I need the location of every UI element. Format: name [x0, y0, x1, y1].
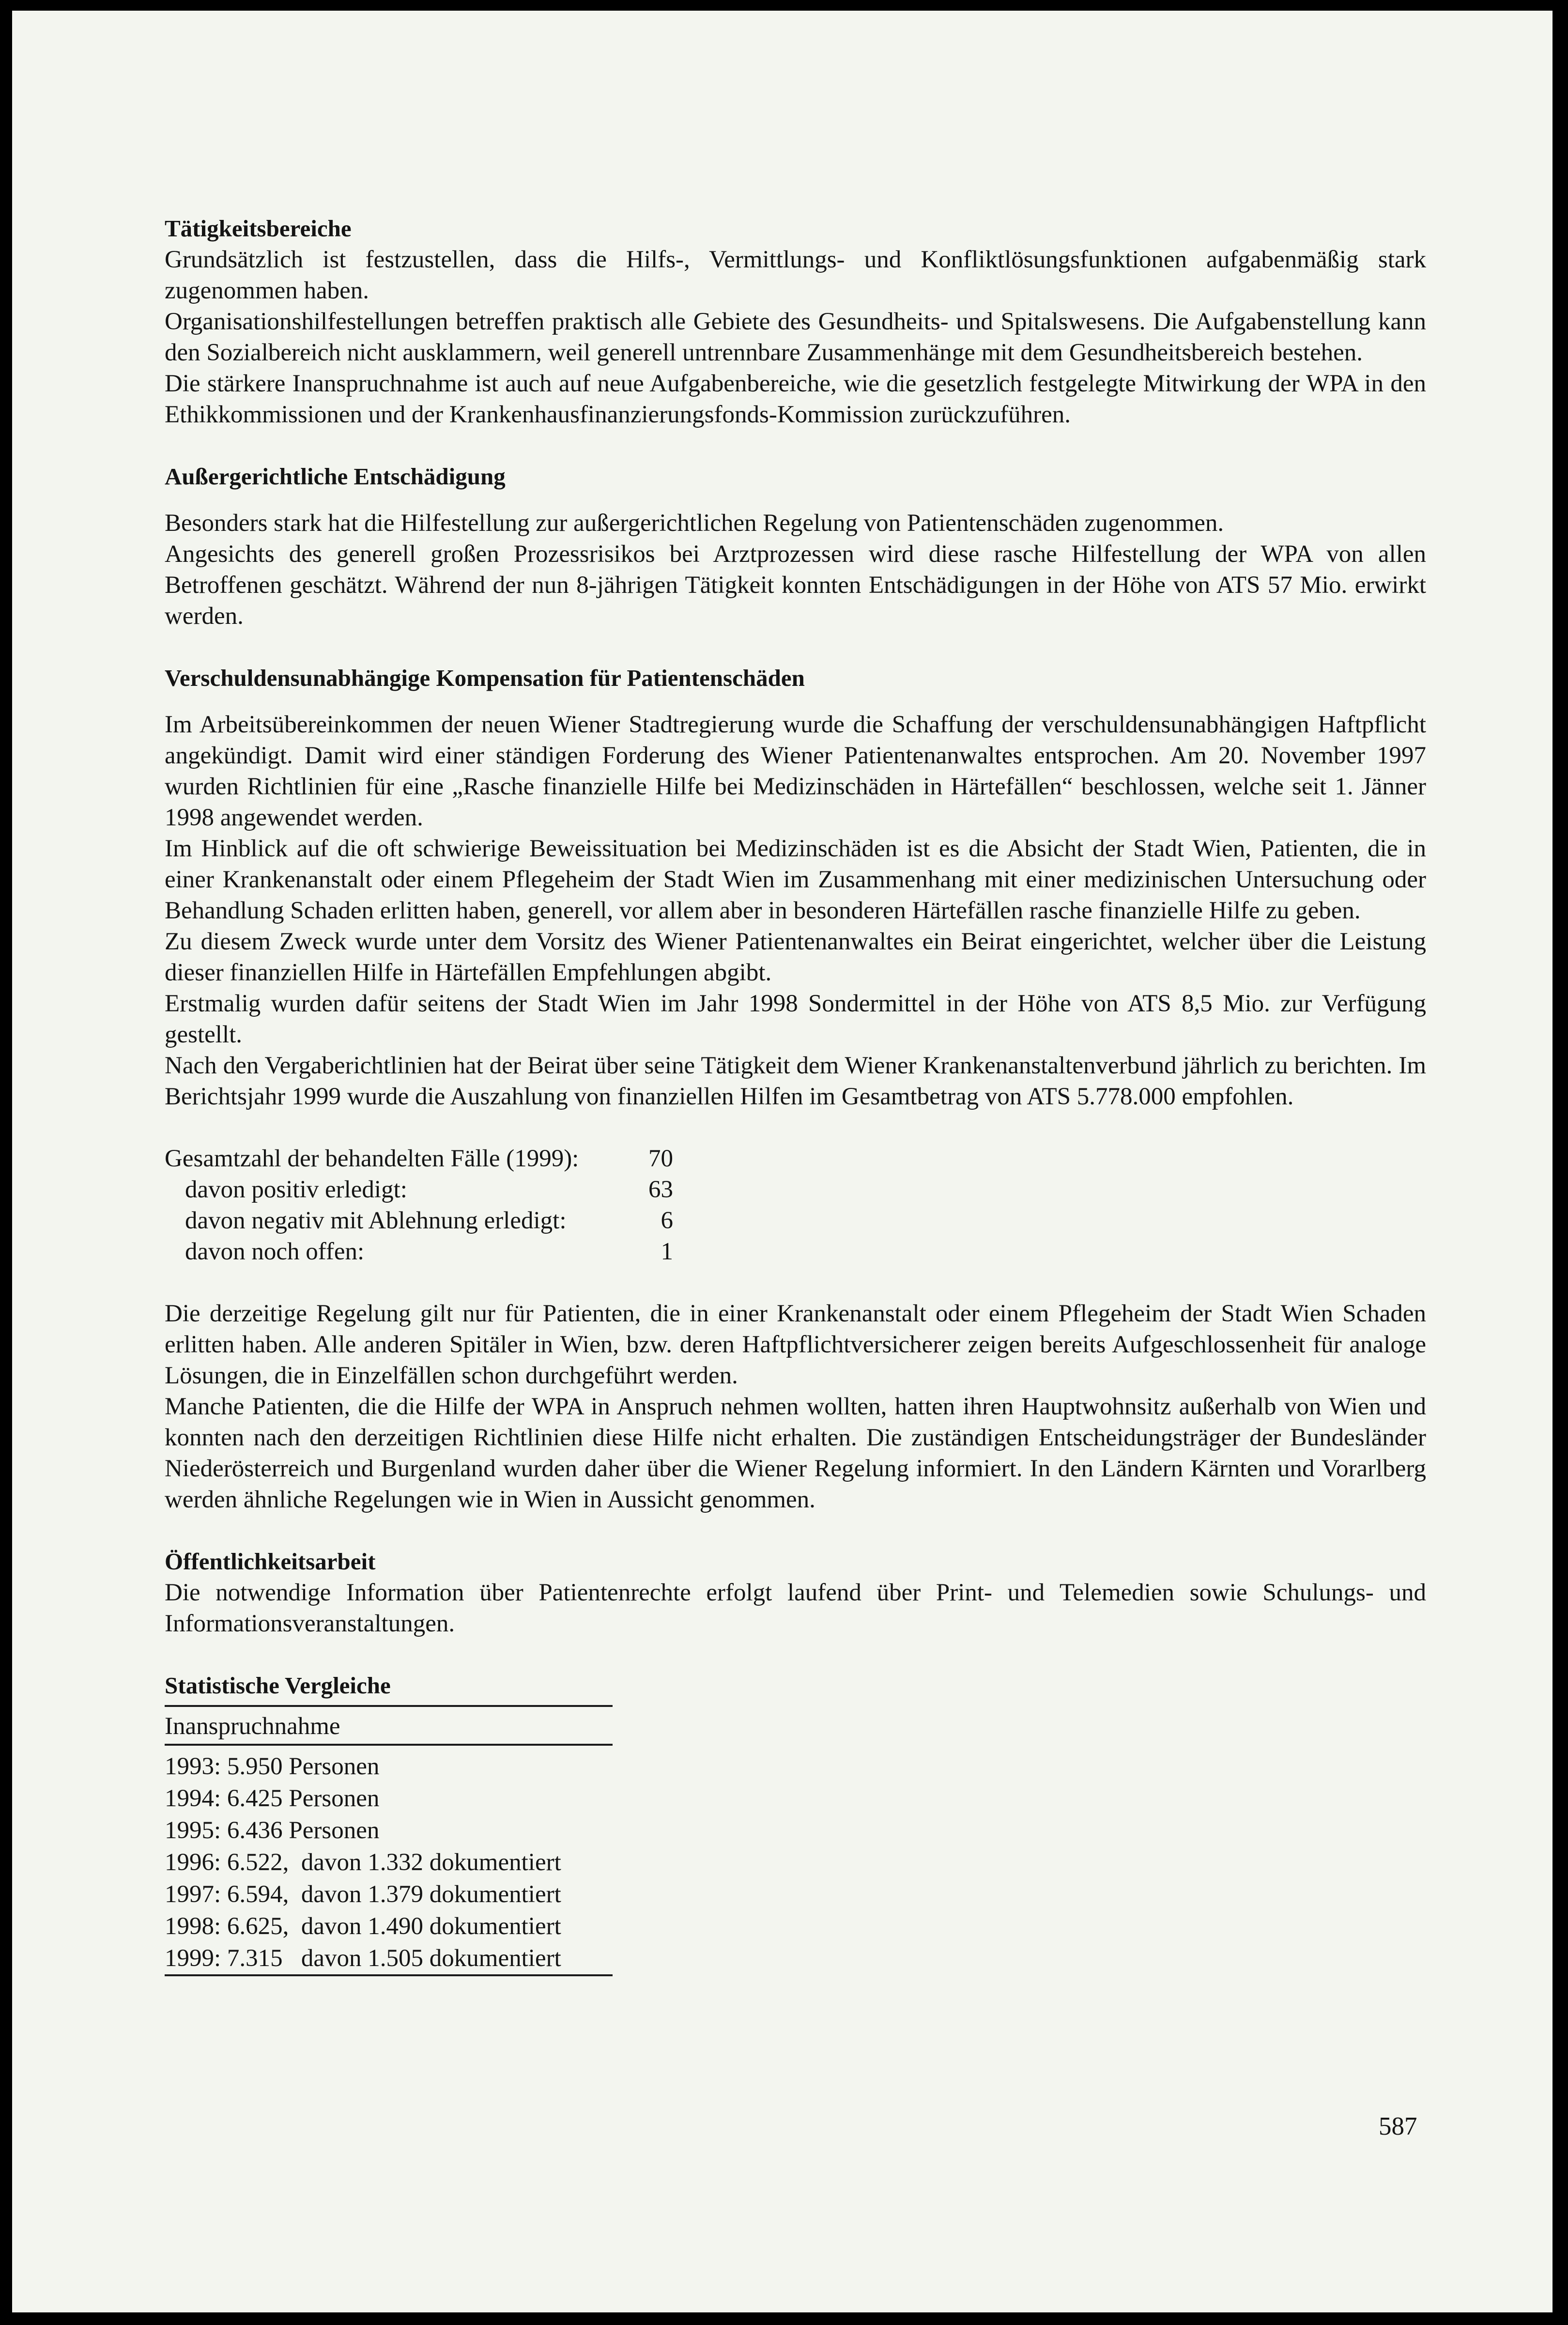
heading-aussergerichtliche-entschaedigung: Außergerichtliche Entschädigung	[165, 463, 506, 490]
page-content	[165, 213, 1426, 1976]
heading-statistische-vergleiche: Statistische Vergleiche	[165, 1672, 391, 1699]
paragraph: Grundsätzlich ist festzustellen, dass die Hilfs-, Vermittlungs- und Konfliktlösungsfunktionen aufgabenmäßig stark zugenommen haben.	[165, 246, 1426, 304]
case-count-label: davon positiv erledigt:	[185, 1176, 407, 1203]
statistics-table-header: Inanspruchnahme	[165, 1705, 613, 1746]
case-count-value: 6	[661, 1207, 673, 1234]
case-count-row	[165, 1236, 673, 1267]
paragraph: Die notwendige Information über Patientenrechte erfolgt laufend über Print- und Telemedien sowie Schulungs- und Informationsveranstaltungen.	[165, 1579, 1426, 1637]
paragraph: Im Arbeitsübereinkommen der neuen Wiener Stadtregierung wurde die Schaffung der verschuldensunabhängigen Haftpflicht angekündigt. Damit wird einer ständigen Forderung des Wiener Patientenanwaltes entsprochen. Am 20. November 1997 wurden Richtlinien für eine „Rasche finanzielle Hilfe bei Medizinschäden in Härtefällen“ beschlossen, welche seit 1. Jänner 1998 angewendet werden.	[165, 711, 1426, 831]
case-count-value: 70	[648, 1145, 673, 1172]
paragraph: Angesichts des generell großen Prozessrisikos bei Arztprozessen wird diese rasche Hilfestellung der WPA von allen Betroffenen geschätzt. Während der nun 8-jährigen Tätigkeit konnten Entschädigungen in der Höhe von ATS 57 Mio. erwirkt werden.	[165, 541, 1426, 630]
paragraph: Die stärkere Inanspruchnahme ist auch auf neue Aufgabenbereiche, wie die gesetzlich festgelegte Mitwirkung der WPA in den Ethikkommissionen und der Krankenhausfinanzierungsfonds-Kommission zurückzuführen.	[165, 370, 1426, 428]
table-row: 1995: 6.436 Personen	[165, 1817, 380, 1844]
paragraph: Im Hinblick auf die oft schwierige Beweissituation bei Medizinschäden ist es die Absicht der Stadt Wien, Patienten, die in einer Krankenanstalt oder einem Pflegeheim der Stadt Wien im Zusammenhang mit einer medizinischen Untersuchung oder Behandlung Schaden erlitten haben, generell, vor allem aber in besonderen Härtefällen rasche finanzielle Hilfe zu geben.	[165, 835, 1426, 924]
statistics-table	[165, 1705, 613, 1976]
paragraph: Manche Patienten, die die Hilfe der WPA in Anspruch nehmen wollten, hatten ihren Hauptwohnsitz außerhalb von Wien und konnten nach den derzeitigen Richtlinien diese Hilfe nicht erhalten. Die zuständigen Entscheidungsträger der Bundesländer Niederösterreich und Burgenland wurden daher über die Wiener Regelung informiert. In den Ländern Kärnten und Vorarlberg werden ähnliche Regelungen wie in Wien in Aussicht genommen.	[165, 1393, 1426, 1513]
table-row: 1994: 6.425 Personen	[165, 1785, 380, 1812]
paragraph: Erstmalig wurden dafür seitens der Stadt Wien im Jahr 1998 Sondermittel in der Höhe von ATS 8,5 Mio. zur Verfügung gestellt.	[165, 990, 1426, 1048]
case-count-row	[165, 1143, 673, 1174]
page	[12, 11, 1553, 2312]
table-row: 1998: 6.625, davon 1.490 dokumentiert	[165, 1913, 561, 1940]
table-row: 1996: 6.522, davon 1.332 dokumentiert	[165, 1849, 561, 1876]
paragraph: Organisationshilfestellungen betreffen praktisch alle Gebiete des Gesundheits- und Spitalswesens. Die Aufgabenstellung kann den Sozialbereich nicht ausklammern, weil generell untrennbare Zusammenhänge mit dem Gesundheitsbereich bestehen.	[165, 308, 1426, 366]
paragraph: Nach den Vergaberichtlinien hat der Beirat über seine Tätigkeit dem Wiener Krankenanstaltenverbund jährlich zu berichten. Im Berichtsjahr 1999 wurde die Auszahlung von finanziellen Hilfen im Gesamtbetrag von ATS 5.778.000 empfohlen.	[165, 1052, 1426, 1110]
case-counts	[165, 1143, 673, 1267]
heading-taetigkeitsbereiche: Tätigkeitsbereiche	[165, 215, 352, 242]
paragraph: Besonders stark hat die Hilfestellung zur außergerichtlichen Regelung von Patientenschäden zugenommen.	[165, 510, 1224, 537]
heading-oeffentlichkeitsarbeit: Öffentlichkeitsarbeit	[165, 1548, 376, 1575]
case-count-value: 1	[661, 1238, 673, 1265]
case-count-row	[165, 1174, 673, 1205]
table-row: 1993: 5.950 Personen	[165, 1753, 380, 1780]
paragraph: Zu diesem Zweck wurde unter dem Vorsitz des Wiener Patientenanwaltes ein Beirat eingerichtet, welcher über die Leistung dieser finanziellen Hilfe in Härtefällen Empfehlungen abgibt.	[165, 928, 1426, 986]
case-count-label: Gesamtzahl der behandelten Fälle (1999):	[165, 1145, 579, 1172]
heading-kompensation: Verschuldensunabhängige Kompensation für Patientenschäden	[165, 665, 805, 691]
statistics-table-body	[165, 1746, 613, 1976]
paragraph: Die derzeitige Regelung gilt nur für Patienten, die in einer Krankenanstalt oder einem Pflegeheim der Stadt Wien Schaden erlitten haben. Alle anderen Spitäler in Wien, bzw. deren Haftpflichtversicherer zeigen bereits Aufgeschlossenheit für analoge Lösungen, die in Einzelfällen schon durchgeführt werden.	[165, 1300, 1426, 1389]
case-count-row	[165, 1205, 673, 1236]
case-count-value: 63	[648, 1176, 673, 1203]
table-row: 1999: 7.315 davon 1.505 dokumentiert	[165, 1945, 561, 1972]
table-row: 1997: 6.594, davon 1.379 dokumentiert	[165, 1881, 561, 1908]
page-number: 587	[1379, 2112, 1417, 2140]
case-count-label: davon noch offen:	[185, 1238, 365, 1265]
case-count-label: davon negativ mit Ablehnung erledigt:	[185, 1207, 567, 1234]
